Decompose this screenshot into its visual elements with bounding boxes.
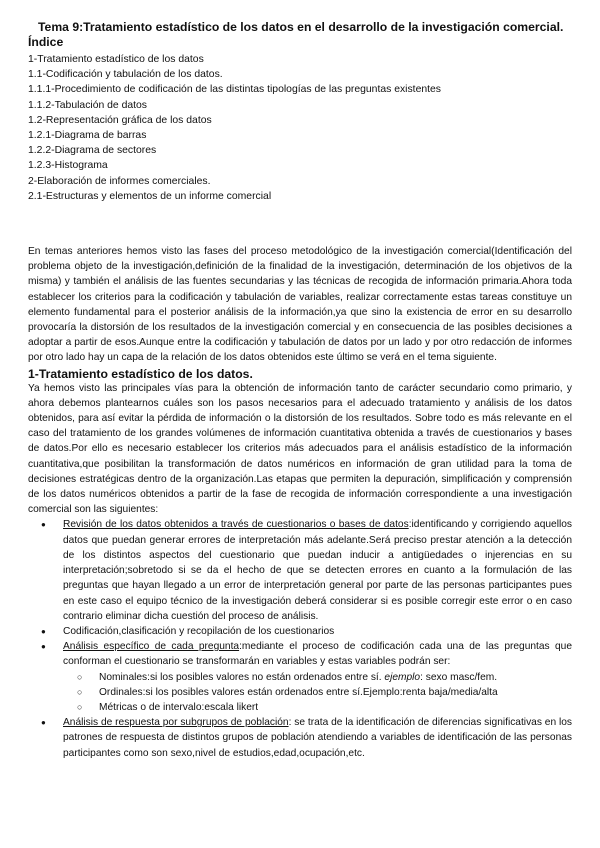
- sub-item-italic: ejemplo: [384, 671, 421, 683]
- document-title: Tema 9:Tratamiento estadístico de los datos en el desarrollo de la investigación comercial.: [38, 20, 564, 34]
- toc-item: 2.1-Estructuras y elementos de un informe comercial: [28, 190, 272, 202]
- list-item: [63, 624, 572, 639]
- bullet-text: Codificación,clasificación y recopilación de los cuestionarios: [63, 625, 335, 637]
- table-of-contents: [28, 52, 572, 204]
- list-item: [63, 639, 572, 715]
- bullet-text: : se trata de la identificación de diferencias significativas en los patrones de respuesta de distintos grupos de población atendiendo a variables de identificación de las personas participantes como son sexo,nivel de estudios,edad,ocupación,etc.: [63, 717, 572, 759]
- toc-item: 1.1-Codificación y tabulación de los datos.: [28, 69, 223, 81]
- bullet-text: :mediante el proceso de codificación cada una de las preguntas que conforman el cuestionario se transformarán en variables y estas variables podrán ser:: [63, 641, 573, 668]
- sub-list-item: [99, 670, 572, 685]
- toc-item: 1-Tratamiento estadístico de los datos: [28, 54, 204, 65]
- toc-item: 1.1.2-Tabulación de datos: [28, 99, 147, 111]
- bullet-label: Análisis de respuesta por subgrupos de población: [63, 717, 289, 729]
- list-item: [63, 517, 572, 623]
- blank-space: [28, 204, 572, 244]
- index-heading: Índice: [28, 35, 64, 49]
- bullet-label: Revisión de los datos obtenidos a través de cuestionarios o bases de datos: [63, 519, 409, 531]
- list-item: [63, 715, 572, 761]
- sub-item-text: : sexo masc/fem.: [420, 671, 498, 683]
- stages-list: [28, 517, 572, 760]
- intro-paragraph: En temas anteriores hemos visto las fases del proceso metodológico de la investigación comercial(Identificación del problema objeto de la investigación,definición de la finalidad de la investigación, determinación de los objetivos de la misma) y también el análisis de las fuentes secundarias y las técnicas de recogida de información primaria.Ahora toda establecer los criterios para la codificación y tabulación de variables, realizar correctamente estas tareas constituye un elemento fundamental para el posterior análisis de la información,ya que sino la existencia de error en su desarrollo provocaría la distorsión de los resultados de la investigación comercial y en consecuencia de las posibles decisiones a adoptar a partir de esos.Aunque entre la codificación y tabulación de datos por un lado y por otro redacción de informes por otro lado hay un capa de la relación de los datos obtenidos este último se verá en el tema siguiente.: [28, 246, 572, 364]
- sub-item-text: Nominales:si los posibles valores no están ordenados entre sí.: [99, 671, 385, 683]
- toc-item: 1.1.1-Procedimiento de codificación de las distintas tipologías de las preguntas existentes: [28, 84, 441, 96]
- variable-types-list: [63, 670, 572, 716]
- toc-item: 1.2.1-Diagrama de barras: [28, 130, 147, 142]
- toc-item: 1.2.3-Histograma: [28, 160, 108, 172]
- bullet-label: Análisis específico de cada pregunta: [63, 641, 240, 653]
- toc-item: 2-Elaboración de informes comerciales.: [28, 175, 211, 187]
- sub-list-item: ○ Ordinales:si los posibles valores están ordenados entre sí.Ejemplo:renta baja/media/alta: [99, 685, 572, 700]
- section-paragraph: Ya hemos visto las principales vías para la obtención de información tanto de carácter secundario como primario, y ahora debemos plantearnos cuáles son los pasos necesarios para el adecuado tratamiento y análisis de los datos obtenidos, para así evitar la pérdida de información o la distorsión de los resultados. Sobre todo es más relevante en el caso del tratamiento de los grandes volúmenes de información cuantitativa obtenida a través de cuestionarios y bases de datos.Por ello es necesario establecer los criterios más adecuados para el análisis estadístico de la información cuantitativa,que posibilitan la transformación de datos numéricos en información de gran utilidad para la toma de decisiones estratégicas dentro de la organización.Las etapas que permiten la depuración, simplificación y comprensión de los datos numéricos obtenidos a partir de la fase de recogida de información correspondiente a una investigación comercial son las siguientes:: [28, 382, 572, 516]
- toc-item: 1.2-Representación gráfica de los datos: [28, 114, 212, 126]
- sub-list-item: ○ Métricas o de intervalo:escala likert: [99, 700, 572, 715]
- toc-item: 1.2.2-Diagrama de sectores: [28, 145, 157, 157]
- section-heading: 1-Tratamiento estadístico de los datos.: [28, 366, 253, 381]
- bullet-text: :identificando y corrigiendo aquellos datos que puedan generar errores de interpretación más adelante.Será preciso prestar atención a la detección de los distintos aspectos del cuestionario que puedan inducir a antigüedades o injerencias en su interpretación;sobretodo si se da el hecho de que se detecten errores en cuanto a la formulación de las preguntas que hayan llegado a un error de interpretación general por parte de las personas participantes pues en este caso el equipo técnico de la investigación deberá considerar si es posible corregir este error o en caso contrario eliminar dicha cuestión del proceso de análisis.: [63, 519, 572, 622]
